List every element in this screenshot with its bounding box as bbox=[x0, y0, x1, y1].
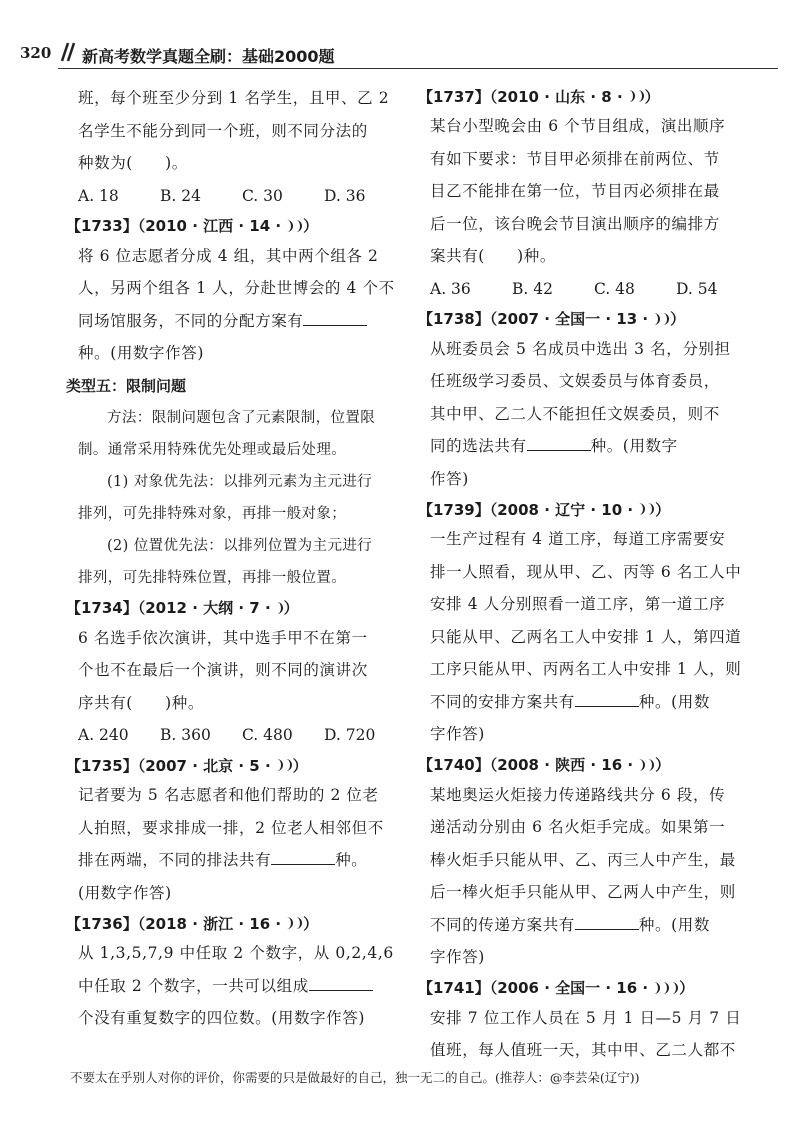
question-text-line: 排一人照看，现从甲、乙、丙等 6 名工人中 bbox=[430, 562, 742, 581]
footer-quote: 不要太在乎别人对你的评价，你需要的只是做最好的自己，独一无二的自己。(推荐人：@李芸朵(辽宁)) bbox=[70, 1070, 640, 1085]
question-text-line: 从班委员会 5 名成员中选出 3 名，分别担 bbox=[430, 339, 731, 358]
question-text-line: 任班级学习委员、文娱委员与体育委员， bbox=[430, 372, 720, 390]
question-text-line bbox=[430, 686, 780, 719]
option-d: D. 36 bbox=[324, 186, 366, 205]
question-text-line: 种数为( )。 bbox=[78, 154, 188, 172]
method-line: 排列，可先排特殊对象，再排一般对象； bbox=[78, 505, 347, 522]
question-text-line bbox=[430, 430, 780, 463]
slash-logo-icon bbox=[56, 41, 78, 63]
question-text-line: 值班，每人值班一天，其中甲、乙二人都不 bbox=[430, 1041, 736, 1059]
question-text-line: 作答) bbox=[430, 469, 469, 488]
method-line: (1) 对象优先法：以排列元素为主元进行 bbox=[107, 473, 373, 490]
header-rule bbox=[58, 68, 778, 69]
answer-blank bbox=[575, 692, 639, 707]
method-line: 排列，可先排特殊位置，再排一般位置。 bbox=[78, 569, 347, 586]
question-header-text: 【1737】（2010 · 山东 · 8 · bbox=[418, 87, 623, 106]
method-line: 制。通常采用特殊优先处理或最后处理。 bbox=[78, 441, 347, 458]
method-line: 方法：限制问题包含了元素限制，位置限 bbox=[107, 409, 376, 426]
question-text-line: 个没有重复数字的四位数。(用数字作答) bbox=[78, 1009, 365, 1027]
difficulty-icon bbox=[285, 917, 303, 929]
question-text-line: 案共有( )种。 bbox=[430, 247, 556, 265]
question-text-line: 人拍照，要求排成一排，2 位老人相邻但不 bbox=[78, 818, 384, 837]
question-text-line: 递活动分别由 6 名火炬手完成。如果第一 bbox=[430, 818, 726, 836]
section-title: 类型五：限制问题 bbox=[66, 376, 187, 395]
question-text-line: 安排 4 人分别照看一道工序，第一道工序 bbox=[430, 595, 726, 613]
option-c: C. 48 bbox=[594, 279, 635, 298]
question-text: 中任取 2 个数字，一共可以组成 bbox=[78, 976, 309, 995]
answer-blank bbox=[309, 976, 373, 991]
difficulty-icon bbox=[627, 90, 645, 102]
question-header-text: 【1733】（2010 · 江西 · 14 · bbox=[66, 217, 282, 235]
page-header bbox=[0, 0, 800, 70]
difficulty-icon bbox=[275, 759, 293, 771]
question-text-line: 字作答) bbox=[430, 948, 485, 966]
book-title: 新高考数学真题全刷：基础2000题 bbox=[82, 47, 335, 66]
answer-blank bbox=[575, 915, 639, 930]
answer-blank bbox=[527, 436, 591, 451]
answer-blank bbox=[271, 850, 335, 865]
right-column bbox=[418, 82, 780, 1067]
question-text-line: 名学生不能分到同一个班，则不同分法的 bbox=[78, 121, 368, 140]
answer-options bbox=[430, 273, 780, 305]
question-text-line: 棒火炬手只能从甲、乙、丙三人中产生，最 bbox=[430, 850, 736, 869]
question-text-line: 其中甲、乙二人不能担任文娱委员，则不 bbox=[430, 404, 720, 423]
question-text-line: 某地奥运火炬接力传递路线共分 6 段，传 bbox=[430, 785, 726, 804]
difficulty-icon bbox=[637, 759, 655, 771]
question-text: 种。 bbox=[335, 851, 368, 869]
option-d: D. 720 bbox=[324, 726, 376, 744]
question-header-1739: 【1739】（2008 · 辽宁 · 10 · ） bbox=[418, 500, 671, 519]
question-header-text: 【1734】（2012 · 大纲 · 7 · bbox=[66, 599, 271, 617]
question-text-line: 只能从甲、乙两名工人中安排 1 人，第四道 bbox=[430, 627, 742, 646]
question-header-1740: 【1740】（2008 · 陕西 · 16 · ） bbox=[418, 756, 671, 774]
question-text-line: 安排 7 位工作人员在 5 月 1 日—5 月 7 日 bbox=[430, 1008, 742, 1027]
question-text: 同场馆服务，不同的分配方案有 bbox=[78, 311, 304, 330]
option-c: C. 30 bbox=[242, 186, 283, 205]
option-b: B. 360 bbox=[160, 726, 211, 744]
option-b: B. 24 bbox=[160, 186, 201, 205]
question-text: 不同的传递方案共有 bbox=[430, 915, 575, 934]
page-number: 320 bbox=[20, 44, 52, 62]
difficulty-icon bbox=[652, 313, 670, 325]
option-a: A. 36 bbox=[430, 279, 471, 298]
question-header-1733: 【1733】（2010 · 江西 · 14 · ） bbox=[66, 217, 319, 235]
difficulty-icon bbox=[652, 982, 679, 994]
question-text-line: 后一位，该台晚会节目演出顺序的编排方 bbox=[430, 214, 720, 233]
question-text-line: 某台小型晚会由 6 个节目组成，演出顺序 bbox=[430, 117, 726, 135]
question-text: 不同的安排方案共有 bbox=[430, 692, 575, 711]
answer-blank bbox=[303, 311, 367, 326]
question-text-line: 种。(用数字作答) bbox=[78, 344, 204, 362]
option-a: A. 18 bbox=[78, 186, 119, 205]
question-text-line: 人，另两个组各 1 人，分赴世博会的 4 个不 bbox=[78, 279, 395, 297]
question-text-line: 记者要为 5 名志愿者和他们帮助的 2 位老 bbox=[78, 786, 379, 804]
question-text-line bbox=[78, 844, 423, 877]
question-text: 排在两端，不同的排法共有 bbox=[78, 851, 272, 869]
answer-options bbox=[78, 180, 423, 212]
difficulty-icon bbox=[637, 503, 655, 515]
option-d: D. 54 bbox=[676, 279, 718, 298]
question-text-line: 从 1,3,5,7,9 中任取 2 个数字，从 0,2,4,6 bbox=[78, 944, 394, 962]
difficulty-icon bbox=[285, 220, 303, 232]
difficulty-icon bbox=[275, 602, 284, 614]
question-header-text: 【1738】（2007 · 全国一 · 13 · bbox=[418, 310, 649, 328]
question-text-line: 工序只能从甲、丙两名工人中安排 1 人，则 bbox=[430, 660, 742, 678]
question-text: 种。(用数字 bbox=[590, 437, 678, 455]
question-text-line: 后一棒火炬手只能从甲、乙两人中产生，则 bbox=[430, 883, 736, 901]
question-text-line bbox=[78, 970, 423, 1003]
question-text-line: 目乙不能排在第一位，节目丙必须排在最 bbox=[430, 182, 720, 200]
question-header-1738: 【1738】（2007 · 全国一 · 13 · ） bbox=[418, 310, 686, 328]
question-header-1741: 【1741】（2006 · 全国一 · 16 · ） bbox=[418, 979, 695, 997]
question-header-1735: 【1735】（2007 · 北京 · 5 · ） bbox=[66, 756, 308, 775]
question-header-1734: 【1734】（2012 · 大纲 · 7 · ） bbox=[66, 599, 299, 617]
question-text: 种。(用数 bbox=[638, 915, 710, 934]
option-b: B. 42 bbox=[512, 279, 553, 298]
question-header-text: 【1739】（2008 · 辽宁 · 10 · bbox=[418, 500, 634, 519]
answer-options bbox=[78, 719, 423, 751]
question-text-line: 有如下要求：节目甲必须排在前两位、节 bbox=[430, 149, 720, 168]
question-header-text: 【1741】（2006 · 全国一 · 16 · bbox=[418, 979, 649, 997]
question-text-line: 字作答) bbox=[430, 725, 485, 743]
question-text-line bbox=[430, 909, 780, 942]
question-text-line: 序共有( )种。 bbox=[78, 693, 204, 712]
question-text-line bbox=[78, 305, 423, 338]
question-text-line: (用数字作答) bbox=[78, 883, 172, 902]
left-column bbox=[66, 82, 423, 1035]
question-header-text: 【1736】（2018 · 浙江 · 16 · bbox=[66, 914, 282, 933]
question-header-text: 【1735】（2007 · 北京 · 5 · bbox=[66, 756, 271, 775]
question-text-line: 个也不在最后一个演讲，则不同的演讲次 bbox=[78, 661, 368, 679]
question-text-line: 班，每个班至少分到 1 名学生，且甲、乙 2 bbox=[78, 89, 390, 107]
option-c: C. 480 bbox=[242, 726, 293, 744]
question-header-1737: 【1737】（2010 · 山东 · 8 · ） bbox=[418, 87, 660, 106]
question-text-line: 一生产过程有 4 道工序，每道工序需要安 bbox=[430, 530, 726, 548]
question-text: 同的选法共有 bbox=[430, 437, 527, 455]
method-line: (2) 位置优先法：以排列位置为主元进行 bbox=[107, 537, 373, 554]
question-header-text: 【1740】（2008 · 陕西 · 16 · bbox=[418, 756, 634, 774]
question-text: 种。(用数 bbox=[638, 692, 710, 711]
option-a: A. 240 bbox=[78, 726, 129, 744]
question-text-line: 6 名选手依次演讲，其中选手甲不在第一 bbox=[78, 628, 368, 647]
question-text-line: 将 6 位志愿者分成 4 组，其中两个组各 2 bbox=[78, 246, 379, 265]
question-header-1736: 【1736】（2018 · 浙江 · 16 · ） bbox=[66, 914, 319, 933]
